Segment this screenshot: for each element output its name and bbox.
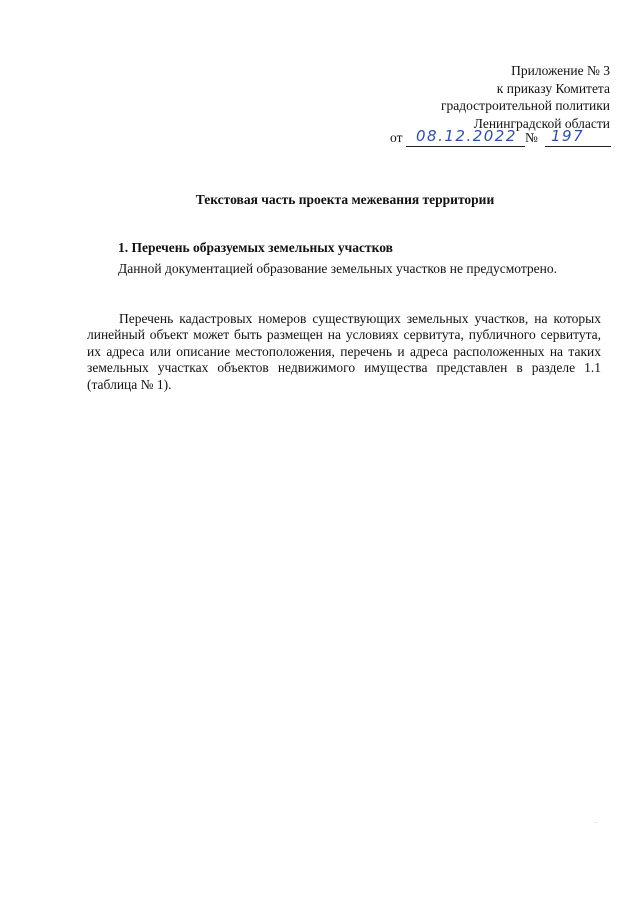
- appendix-header: [441, 62, 610, 132]
- order-from-label: от: [390, 130, 403, 145]
- order-number-handwritten: 197: [551, 127, 585, 145]
- order-number-field: [545, 127, 611, 147]
- appendix-line-3: градостроительной политики: [440, 98, 610, 113]
- body-paragraph: Перечень кадастровых номеров существующих земельных участков, на которых линейный объект может быть размещен на условиях сервитута, публичного сервитута, их адреса или описание местоположения, перечень и адреса расположенных на таких земельных участках объектов недвижимого имущества представлен в разделе 1.1 (таблица № 1).: [87, 311, 601, 392]
- section-text: Данной документацией образование земельных участков не предусмотрено.: [118, 261, 558, 276]
- scan-mark: [594, 822, 597, 823]
- section-heading: 1. Перечень образуемых земельных участков: [118, 240, 393, 255]
- appendix-line-2: к приказу Комитета: [496, 80, 610, 96]
- appendix-line-4: Ленинградской области: [473, 115, 610, 131]
- order-reference: [390, 127, 612, 150]
- order-number-label: №: [525, 130, 538, 145]
- appendix-line-1: Приложение № 3: [511, 63, 610, 78]
- document-title: Текстовая часть проекта межевания территории: [195, 192, 495, 207]
- order-date-field: [406, 127, 525, 147]
- order-date-handwritten: 08.12.2022: [416, 127, 517, 145]
